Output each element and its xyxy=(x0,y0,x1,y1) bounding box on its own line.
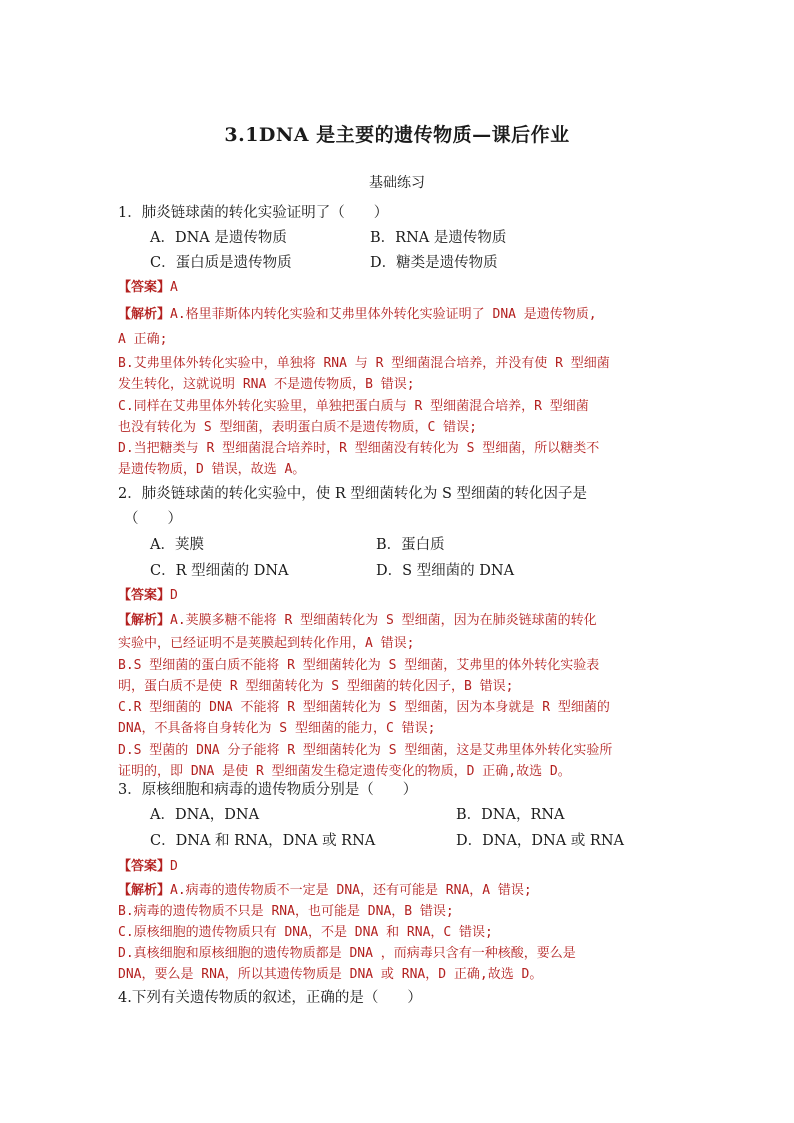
question-2-analysis-line: D.S 型菌的 DNA 分子能将 R 型细菌转化为 S 型细菌，这是艾弗里体外转化实验所 xyxy=(118,743,613,758)
question-3-analysis-line: C.原核细胞的遗传物质只有 DNA，不是 DNA 和 RNA，C 错误; xyxy=(118,925,493,940)
question-1-option-c: C．蛋白质是遗传物质 xyxy=(150,255,292,271)
question-1-stem: 1．肺炎链球菌的转化实验证明了（ ） xyxy=(118,205,389,221)
analysis-tag: 【解析】 xyxy=(118,613,171,628)
question-2-analysis-line: 明，蛋白质不是使 R 型细菌转化为 S 型细菌的转化因子，B 错误; xyxy=(118,679,514,694)
answer-value: D xyxy=(170,588,178,603)
question-1-analysis-line: 是遗传物质，D 错误，故选 A。 xyxy=(118,462,306,477)
question-2-analysis-line: C.R 型细菌的 DNA 不能将 R 型细菌转化为 S 型细菌，因为本身就是 R 型细菌的 xyxy=(118,700,610,715)
answer-value: A xyxy=(170,280,178,295)
question-3-analysis-line: B.病毒的遗传物质不只是 RNA，也可能是 DNA，B 错误; xyxy=(118,904,454,919)
question-2-analysis-line: 实验中，已经证明不是荚膜起到转化作用，A 错误; xyxy=(118,636,415,651)
question-1-option-b: B．RNA 是遗传物质 xyxy=(370,230,507,246)
question-1-analysis-line: 发生转化，这就说明 RNA 不是遗传物质，B 错误; xyxy=(118,377,415,392)
question-1-answer xyxy=(118,276,178,295)
question-3-option-b: B．DNA，RNA xyxy=(456,807,565,823)
question-3-stem: 3．原核细胞和病毒的遗传物质分别是（ ） xyxy=(118,782,418,798)
question-2-answer xyxy=(118,584,178,603)
question-2-analysis-line: B.S 型细菌的蛋白质不能将 R 型细菌转化为 S 型细菌，艾弗里的体外转化实验表 xyxy=(118,658,600,673)
question-3-answer xyxy=(118,855,178,874)
question-1-analysis-line: 也没有转化为 S 型细菌，表明蛋白质不是遗传物质，C 错误; xyxy=(118,420,477,435)
question-3-analysis-line: DNA，要么是 RNA，所以其遗传物质是 DNA 或 RNA，D 正确,故选 D。 xyxy=(118,967,543,982)
question-3-option-d: D．DNA，DNA 或 RNA xyxy=(456,833,624,849)
answer-tag: 【答案】 xyxy=(118,588,171,603)
question-1-analysis-line: B.艾弗里体外转化实验中，单独将 RNA 与 R 型细菌混合培养，并没有使 R 型细菌 xyxy=(118,356,610,371)
section-heading: 基础练习 xyxy=(369,175,425,191)
question-2-option-d: D．S 型细菌的 DNA xyxy=(376,563,515,579)
answer-tag: 【答案】 xyxy=(118,859,171,874)
question-3-analysis-line xyxy=(118,879,532,898)
answer-tag: 【答案】 xyxy=(118,280,171,295)
question-1-analysis-line: A 正确; xyxy=(118,332,168,347)
question-1-analysis-line: C.同样在艾弗里体外转化实验里，单独把蛋白质与 R 型细菌混合培养，R 型细菌 xyxy=(118,399,589,414)
question-1-option-d: D．糖类是遗传物质 xyxy=(370,255,498,271)
question-4-stem: 4.下列有关遗传物质的叙述，正确的是（ ） xyxy=(118,990,422,1006)
question-2-option-b: B．蛋白质 xyxy=(376,537,445,553)
question-2-stem-blank: （ ） xyxy=(124,511,182,527)
question-1-option-a: A．DNA 是遗传物质 xyxy=(150,230,287,246)
page-title: 3.1DNA 是主要的遗传物质—课后作业 xyxy=(224,124,570,146)
analysis-text: A.荚膜多糖不能将 R 型细菌转化为 S 型细菌，因为在肺炎链球菌的转化 xyxy=(170,613,597,628)
question-2-option-c: C．R 型细菌的 DNA xyxy=(150,563,289,579)
question-1-analysis-line xyxy=(118,303,597,322)
question-2-analysis-line: 证明的，即 DNA 是使 R 型细菌发生稳定遗传变化的物质，D 正确,故选 D。 xyxy=(118,764,571,779)
analysis-text: A.格里菲斯体内转化实验和艾弗里体外转化实验证明了 DNA 是遗传物质, xyxy=(170,307,597,322)
analysis-text: A.病毒的遗传物质不一定是 DNA，还有可能是 RNA，A 错误; xyxy=(170,883,532,898)
question-3-option-c: C．DNA 和 RNA，DNA 或 RNA xyxy=(150,833,376,849)
question-2-option-a: A．荚膜 xyxy=(150,537,204,553)
question-3-option-a: A．DNA，DNA xyxy=(150,807,260,823)
question-3-analysis-line: D.真核细胞和原核细胞的遗传物质都是 DNA ，而病毒只含有一种核酸，要么是 xyxy=(118,946,576,961)
analysis-tag: 【解析】 xyxy=(118,307,171,322)
analysis-tag: 【解析】 xyxy=(118,883,171,898)
question-1-analysis-line: D.当把糖类与 R 型细菌混合培养时，R 型细菌没有转化为 S 型细菌，所以糖类不 xyxy=(118,441,600,456)
question-2-stem: 2．肺炎链球菌的转化实验中，使 R 型细菌转化为 S 型细菌的转化因子是 xyxy=(118,486,588,502)
question-2-analysis-line: DNA，不具备将自身转化为 S 型细菌的能力，C 错误; xyxy=(118,721,436,736)
answer-value: D xyxy=(170,859,178,874)
question-2-analysis-line xyxy=(118,609,597,628)
